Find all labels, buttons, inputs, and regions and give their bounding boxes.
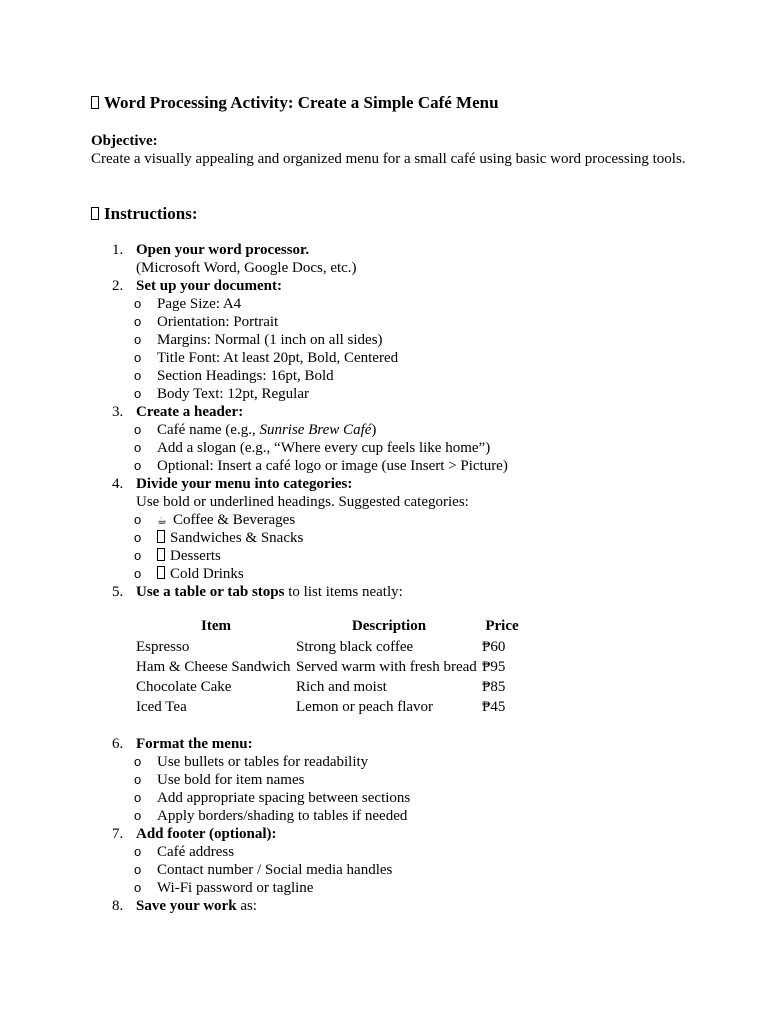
table-cell-item: Iced Tea (136, 699, 187, 715)
step-heading: Set up your document: (136, 278, 282, 294)
step-heading: Format the menu: (136, 736, 253, 752)
step-number: 7. (112, 826, 124, 842)
table-cell-price: ₱95 (482, 659, 506, 675)
table-row (136, 697, 522, 717)
table-cell-price: ₱85 (482, 679, 506, 695)
sub-bullet: o (134, 790, 142, 805)
step-number: 2. (112, 278, 124, 294)
instructions-list (112, 241, 712, 915)
list-item (112, 349, 712, 367)
missing-glyph-icon (157, 566, 165, 579)
example-cafe-name: Sunrise Brew Café (259, 422, 372, 438)
step-heading: Save your work (136, 898, 237, 914)
step-number: 5. (112, 584, 124, 600)
step-number: 6. (112, 736, 124, 752)
list-item-text: ) (371, 422, 377, 438)
list-item (112, 295, 712, 313)
list-item (112, 771, 712, 789)
list-item-text: Optional: Insert a café logo or image (use Insert > Picture) (157, 458, 508, 474)
list-item (112, 313, 712, 331)
table-cell-item: Ham & Cheese Sandwich (136, 659, 291, 675)
list-item-text: Use bullets or tables for readability (157, 754, 369, 770)
sub-bullet: o (134, 512, 142, 527)
sub-bullet: o (134, 844, 142, 859)
table-row (136, 657, 522, 677)
step-4 (112, 475, 712, 511)
sub-bullet: o (134, 386, 142, 401)
table-header-row (136, 617, 522, 637)
list-item-text: Wi-Fi password or tagline (157, 880, 314, 896)
list-item (112, 529, 712, 547)
sub-bullet: o (134, 332, 142, 347)
list-item-text: Margins: Normal (1 inch on all sides) (157, 332, 383, 348)
step-heading: Create a header: (136, 404, 244, 420)
instructions-heading (91, 205, 198, 223)
table-header-price: Price (485, 618, 519, 634)
sub-bullet: o (134, 566, 142, 581)
step-heading: Add footer (optional): (136, 826, 277, 842)
step-heading: Divide your menu into categories: (136, 476, 353, 492)
table-cell-description: Lemon or peach flavor (296, 699, 434, 715)
step-tail: as: (236, 898, 257, 914)
table-row (136, 677, 522, 697)
list-item (112, 861, 712, 879)
list-item-text: Page Size: A4 (157, 296, 242, 312)
step-tail: to list items neatly: (284, 584, 403, 600)
missing-glyph-icon (91, 96, 99, 109)
list-item-text: Contact number / Social media handles (157, 862, 393, 878)
list-item (112, 331, 712, 349)
sub-bullet: o (134, 530, 142, 545)
sub-bullet: o (134, 880, 142, 895)
objective-block (91, 132, 691, 168)
list-item-text: Café name (e.g., (157, 422, 260, 438)
list-item (112, 807, 712, 825)
sub-bullet: o (134, 808, 142, 823)
sub-bullet: o (134, 314, 142, 329)
step-1 (112, 241, 712, 277)
step-number: 8. (112, 898, 124, 914)
list-item-text: Add a slogan (e.g., “Where every cup feels like home”) (157, 440, 491, 456)
step-number: 4. (112, 476, 124, 492)
sub-bullet: o (134, 440, 142, 455)
sub-bullet: o (134, 350, 142, 365)
sub-bullet: o (134, 754, 142, 769)
menu-table (136, 617, 522, 717)
list-item-text: Orientation: Portrait (157, 314, 279, 330)
step-8 (112, 897, 712, 915)
step-note: (Microsoft Word, Google Docs, etc.) (136, 260, 357, 276)
table-cell-description: Strong black coffee (296, 639, 414, 655)
list-item (112, 879, 712, 897)
list-item (112, 367, 712, 385)
list-item-text: Desserts (170, 548, 221, 564)
table-header-description: Description (351, 618, 427, 634)
table-cell-description: Served warm with fresh bread (296, 659, 477, 675)
list-item (112, 789, 712, 807)
table-cell-price: ₱45 (482, 699, 506, 715)
step-number: 3. (112, 404, 124, 420)
list-item-text: Coffee & Beverages (173, 512, 296, 528)
table-cell-price: ₱60 (482, 639, 506, 655)
list-item (112, 565, 712, 583)
sub-bullet: o (134, 772, 142, 787)
list-item (112, 385, 712, 403)
list-item (112, 753, 712, 771)
hot-beverage-icon: ☕ (157, 514, 167, 527)
sub-bullet: o (134, 296, 142, 311)
sub-bullet: o (134, 458, 142, 473)
step-3 (112, 403, 712, 421)
list-item-text: Title Font: At least 20pt, Bold, Centered (157, 350, 399, 366)
list-item-text: Use bold for item names (157, 772, 305, 788)
list-item (112, 421, 712, 439)
missing-glyph-icon (157, 548, 165, 561)
step-number: 1. (112, 242, 124, 258)
list-item-text: Add appropriate spacing between sections (157, 790, 411, 806)
table-cell-item: Chocolate Cake (136, 679, 232, 695)
sub-bullet: o (134, 548, 142, 563)
step-note: Use bold or underlined headings. Suggested categories: (136, 494, 469, 510)
objective-text: Create a visually appealing and organized menu for a small café using basic word processing tools. (91, 151, 686, 167)
step-2 (112, 277, 712, 295)
document-title (91, 94, 499, 112)
document-title-text: Word Processing Activity: Create a Simple Café Menu (104, 93, 499, 112)
step-7 (112, 825, 712, 843)
list-item (112, 511, 712, 529)
instructions-heading-text: Instructions: (104, 204, 198, 223)
list-item-text: Section Headings: 16pt, Bold (157, 368, 334, 384)
sub-bullet: o (134, 422, 142, 437)
table-cell-item: Espresso (136, 639, 190, 655)
list-item-text: Sandwiches & Snacks (170, 530, 304, 546)
table-cell-description: Rich and moist (296, 679, 387, 695)
list-item-text: Café address (157, 844, 235, 860)
missing-glyph-icon (91, 207, 99, 220)
list-item (112, 457, 712, 475)
list-item-text: Apply borders/shading to tables if needed (157, 808, 408, 824)
list-item-text: Cold Drinks (170, 566, 244, 582)
sub-bullet: o (134, 368, 142, 383)
step-heading: Open your word processor. (136, 242, 310, 258)
sub-bullet: o (134, 862, 142, 877)
missing-glyph-icon (157, 530, 165, 543)
step-6 (112, 735, 712, 753)
table-header-item: Item (201, 618, 231, 634)
step-heading: Use a table or tab stops (136, 584, 285, 600)
list-item-text: Body Text: 12pt, Regular (157, 386, 309, 402)
table-row (136, 637, 522, 657)
list-item (112, 439, 712, 457)
list-item (112, 843, 712, 861)
objective-label: Objective: (91, 133, 158, 149)
list-item (112, 547, 712, 565)
step-5 (112, 583, 712, 717)
